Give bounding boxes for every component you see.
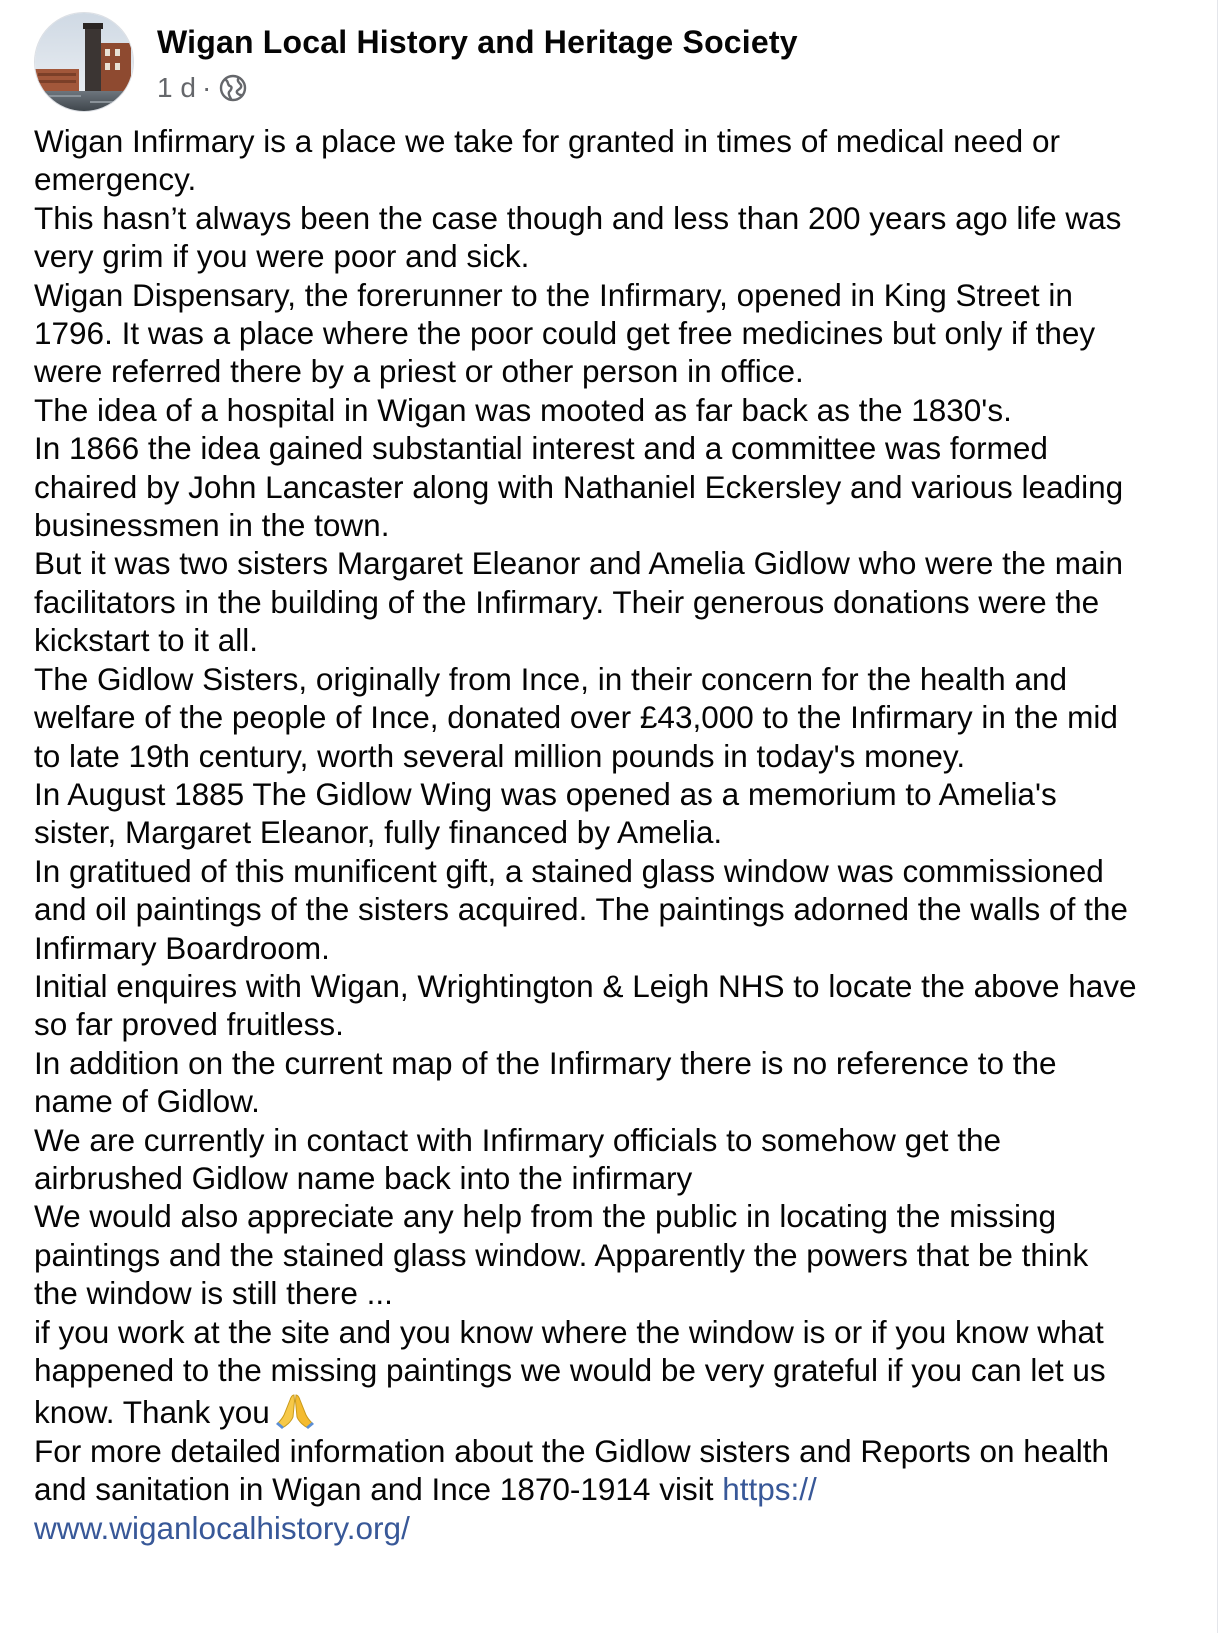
post-paragraph-final	[34, 1432, 1139, 1547]
page-name-link[interactable]: Wigan Local History and Heritage Society	[157, 24, 798, 60]
post-paragraph: The idea of a hospital in Wigan was mooted as far back as the 1830's.	[34, 391, 1012, 428]
post-paragraph: But it was two sisters Margaret Eleanor and Amelia Gidlow who were the main facilitators in the building of the Infirmary. Their generous donations were the kickstart to it all.	[34, 545, 1123, 659]
post-paragraph: We are currently in contact with Infirmary officials to somehow get the airbrushed Gidlow name back into the infirmary	[34, 1121, 1001, 1196]
post-paragraph: The Gidlow Sisters, originally from Ince, in their concern for the health and welfare of the people of Ince, donated over £43,000 to the Infirmary in the mid to late 19th century, worth several million pounds in today's money.	[34, 660, 1118, 774]
post-paragraph-text: For more detailed information about the Gidlow sisters and Reports on health and sanitation in Wigan and Ince 1870-1914 visit	[34, 1432, 1110, 1508]
post-paragraph: Initial enquires with Wigan, Wrightington & Leigh NHS to locate the above have so far proved fruitless.	[34, 967, 1137, 1043]
post-paragraph-thanks	[34, 1313, 1139, 1432]
post-meta	[157, 70, 247, 106]
page-avatar[interactable]	[34, 12, 134, 112]
right-border	[1217, 0, 1218, 1633]
post-header	[34, 12, 1134, 112]
post-paragraph: Wigan Dispensary, the forerunner to the Infirmary, opened in King Street in 1796. It was a place where the poor could get free medicines but only if they were referred there by a priest or other person in office.	[34, 276, 1096, 390]
post-paragraph: In gratitued of this munificent gift, a stained glass window was commissioned and oil paintings of the sisters acquired. The paintings adorned the walls of the Infirmary Boardroom.	[34, 852, 1128, 966]
post-paragraph: In August 1885 The Gidlow Wing was opened as a memorium to Amelia's sister, Margaret Eleanor, fully financed by Amelia.	[34, 775, 1057, 851]
meta-separator: ·	[201, 72, 212, 103]
praying-hands-icon	[274, 1389, 316, 1431]
post-paragraph: This hasn’t always been the case though and less than 200 years ago life was very grim if you were poor and sick.	[34, 199, 1122, 275]
post-text	[34, 122, 1139, 1547]
post-paragraph: In 1866 the idea gained substantial interest and a committee was formed chaired by John Lancaster along with Nathaniel Eckersley and various leading businessmen in the town.	[34, 430, 1124, 544]
post-paragraph: Wigan Infirmary is a place we take for granted in times of medical need or emergency.	[34, 123, 1060, 198]
post-paragraph: We would also appreciate any help from the public in locating the missing paintings and the stained glass window. Apparently the powers that be think the window is still there ...	[34, 1198, 1089, 1312]
post-paragraph: In addition on the current map of the Infirmary there is no reference to the name of Gidlow.	[34, 1044, 1057, 1120]
globe-icon[interactable]	[219, 74, 247, 102]
website-link[interactable]: https://​www.wiganlocalhistory.org/	[34, 1471, 817, 1546]
post-timestamp[interactable]: 1 d	[157, 72, 196, 103]
post-paragraph-text: if you work at the site and you know where the window is or if you know what happened to the missing paintings we would be very grateful if you can let us know. Thank you	[34, 1313, 1106, 1431]
